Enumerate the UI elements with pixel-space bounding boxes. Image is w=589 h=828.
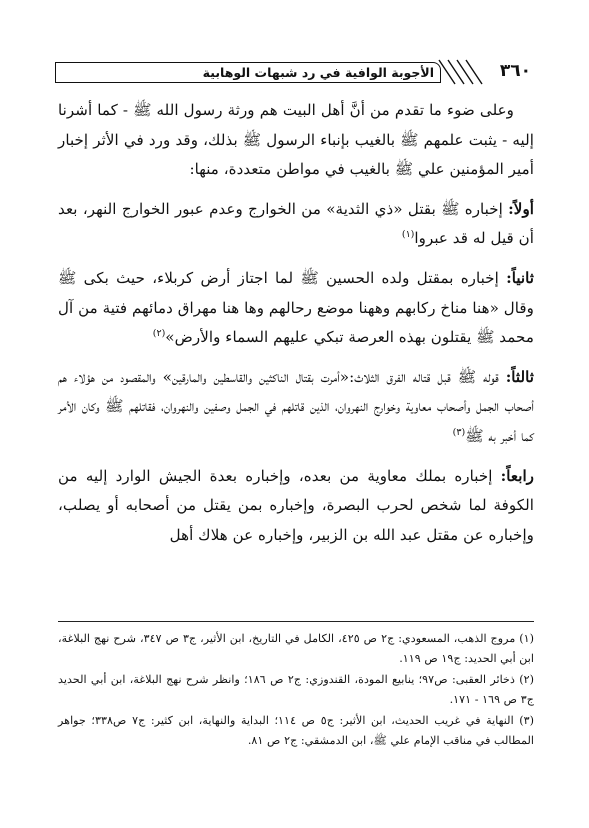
header-slash-ornament <box>435 58 485 86</box>
footnote-reference[interactable]: (١) <box>401 229 415 241</box>
main-text <box>58 96 534 560</box>
paragraph-lead: رابعاً: <box>500 466 534 485</box>
paragraph-second <box>58 264 534 353</box>
paragraph-fourth <box>58 462 534 551</box>
paragraph-text: إخباره بملك معاوية من بعده، وإخباره بعدة الجيش الوارد إليه من الكوفة لما شخص لحرب البصرة، وإخباره بمن يقتل من أصحابه أو يصلب، وإخباره عن مقتل عبد الله بن الزبير، وإخباره عن هلاك أهل <box>58 466 534 544</box>
paragraph-lead: أولاً: <box>508 199 534 218</box>
paragraph-text: إخباره ﷺ بقتل «ذي الثدية» من الخوارج وعدم عبور الخوارج النهر، بعد أن قيل له قد عبروا <box>58 199 534 248</box>
footnotes <box>58 629 534 752</box>
footnote-reference[interactable]: (٢) <box>152 328 166 340</box>
paragraph-third <box>58 363 534 452</box>
footnote-item: (٢) ذخائر العقبى: ص٩٧؛ ينابيع المودة، القندوزي: ج٢ ص ١٨٦؛ وانظر شرح نهج البلاغة، ابن أبي الحديد ج٣ ص ١٦٩ - ١٧١. <box>58 673 534 706</box>
paragraph-text: إخباره بمقتل ولده الحسين ﷺ لما اجتاز أرض كربلاء، حيث بكى ﷺ وقال «هنا مناخ ركابهم وههنا موضع رحالهم وها هنا مهراق دمائهم فتية من آل محمد ﷺ يقتلون بهذه العرصة تبكي عليهم السماء والأرض» <box>58 268 534 347</box>
paragraph-first <box>58 195 534 254</box>
footnote-item: (٣) النهاية في غريب الحديث، ابن الأثير: ج٥ ص ١١٤؛ البداية والنهاية، ابن كثير: ج٧ ص٣٣٨؛ جواهر المطالب في مناقب الإمام علي ﷺ، ابن الدمشقي: ج٢ ص ٨١. <box>58 714 534 747</box>
footnote-reference[interactable]: (٣) <box>452 426 466 438</box>
paragraph-lead: ثانياً: <box>506 268 534 287</box>
running-header <box>55 58 535 86</box>
paragraph-lead: ثالثاً: <box>505 367 534 386</box>
page-number: ٣٦٠ <box>499 61 531 81</box>
paragraph-text: قوله ﷺ قبل قتاله الفرق الثلاث:«أمرت بقتال الناكثين والقاسطين والمارقين» والمقصود من هؤلاء هم أصحاب الجمل وأصحاب معاوية وخوارج النهروان، الذين قاتلهم في الجمل وصفين والنهروان، فقاتلهم ﷺ وكان الأمر كما أخبر به ﷺ <box>58 367 534 445</box>
book-title: الأجوبة الوافية في رد شبهات الوهابية <box>202 65 434 80</box>
footnote-divider <box>58 621 534 622</box>
footnote-item: (١) مروج الذهب، المسعودي: ج٢ ص ٤٢٥، الكامل في التاريخ، ابن الأثير، ج٣ ص ٣٤٧، شرح نهج البلاغة، ابن أبي الحديد: ج١٩ ص ١١٩. <box>58 632 535 665</box>
paragraph-intro <box>58 96 534 185</box>
paragraph-text: وعلى ضوء ما تقدم من أنَّ أهل البيت هم ورثة رسول الله ﷺ - كما أشرنا إليه - يثبت علمهم ﷺ بالغيب بإنباء الرسول ﷺ بذلك، وقد ورد في الأثر إخبار أمير المؤمنين علي ﷺ بالغيب في مواطن متعددة، منها: <box>58 101 534 179</box>
header-title-frame <box>55 62 441 83</box>
